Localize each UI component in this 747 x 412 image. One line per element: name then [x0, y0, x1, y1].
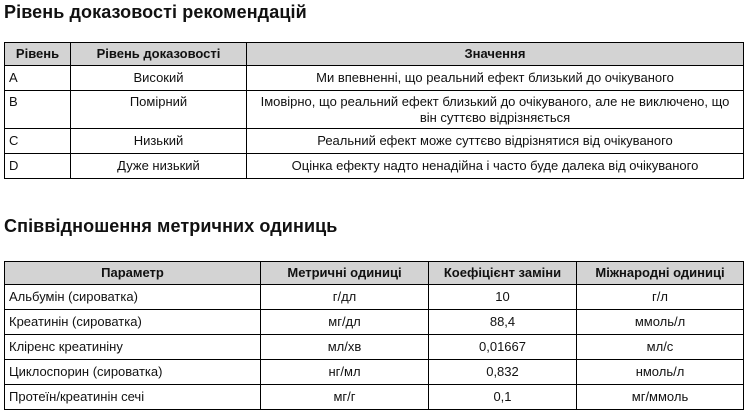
table-row	[5, 360, 744, 385]
meaning-cell: Ми впевненні, що реальний ефект близький до очікуваного	[247, 66, 744, 91]
factor-cell: 88,4	[429, 310, 577, 335]
metric-unit-cell: мл/хв	[261, 335, 429, 360]
meaning-cell: Імовірно, що реальний ефект близький до очікуваного, але не виключено, що він суттєво відрізняється	[247, 91, 744, 129]
table-header-row	[5, 43, 744, 66]
factor-cell: 0,1	[429, 385, 577, 410]
si-unit-cell: мг/ммоль	[577, 385, 744, 410]
column-header-si-units: Міжнародні одиниці	[577, 262, 744, 285]
parameter-cell: Протеїн/креатинін сечі	[5, 385, 261, 410]
evidence-cell: Помірний	[71, 91, 247, 129]
column-header-level: Рівень	[5, 43, 71, 66]
parameter-cell: Креатинін (сироватка)	[5, 310, 261, 335]
parameter-cell: Циклоспорин (сироватка)	[5, 360, 261, 385]
factor-cell: 0,01667	[429, 335, 577, 360]
parameter-cell: Кліренс креатиніну	[5, 335, 261, 360]
column-header-conversion-factor: Коефіцієнт заміни	[429, 262, 577, 285]
evidence-levels-table	[4, 42, 744, 179]
metric-units-title: Співвідношення метричних одиниць	[4, 216, 338, 236]
metric-unit-cell: мг/г	[261, 385, 429, 410]
level-cell: D	[5, 154, 71, 179]
metric-unit-cell: г/дл	[261, 285, 429, 310]
table-row	[5, 285, 744, 310]
table-header-row	[5, 262, 744, 285]
column-header-parameter: Параметр	[5, 262, 261, 285]
si-unit-cell: г/л	[577, 285, 744, 310]
si-unit-cell: нмоль/л	[577, 360, 744, 385]
table-row	[5, 91, 744, 129]
factor-cell: 0,832	[429, 360, 577, 385]
meaning-cell: Реальний ефект може суттєво відрізнятися від очікуваного	[247, 129, 744, 154]
meaning-cell: Оцінка ефекту надто ненадійна і часто буде далека від очікуваного	[247, 154, 744, 179]
column-header-evidence: Рівень доказовості	[71, 43, 247, 66]
evidence-cell: Дуже низький	[71, 154, 247, 179]
metric-unit-cell: нг/мл	[261, 360, 429, 385]
evidence-cell: Низький	[71, 129, 247, 154]
table-row	[5, 310, 744, 335]
level-cell: B	[5, 91, 71, 129]
column-header-metric-units: Метричні одиниці	[261, 262, 429, 285]
table-row	[5, 385, 744, 410]
evidence-levels-title: Рівень доказовості рекомендацій	[4, 2, 307, 22]
metric-unit-cell: мг/дл	[261, 310, 429, 335]
level-cell: C	[5, 129, 71, 154]
table-row	[5, 335, 744, 360]
parameter-cell: Альбумін (сироватка)	[5, 285, 261, 310]
factor-cell: 10	[429, 285, 577, 310]
table-row	[5, 154, 744, 179]
si-unit-cell: мл/с	[577, 335, 744, 360]
level-cell: A	[5, 66, 71, 91]
evidence-cell: Високий	[71, 66, 247, 91]
column-header-meaning: Значення	[247, 43, 744, 66]
si-unit-cell: ммоль/л	[577, 310, 744, 335]
metric-units-table	[4, 261, 744, 410]
table-row	[5, 129, 744, 154]
table-row	[5, 66, 744, 91]
